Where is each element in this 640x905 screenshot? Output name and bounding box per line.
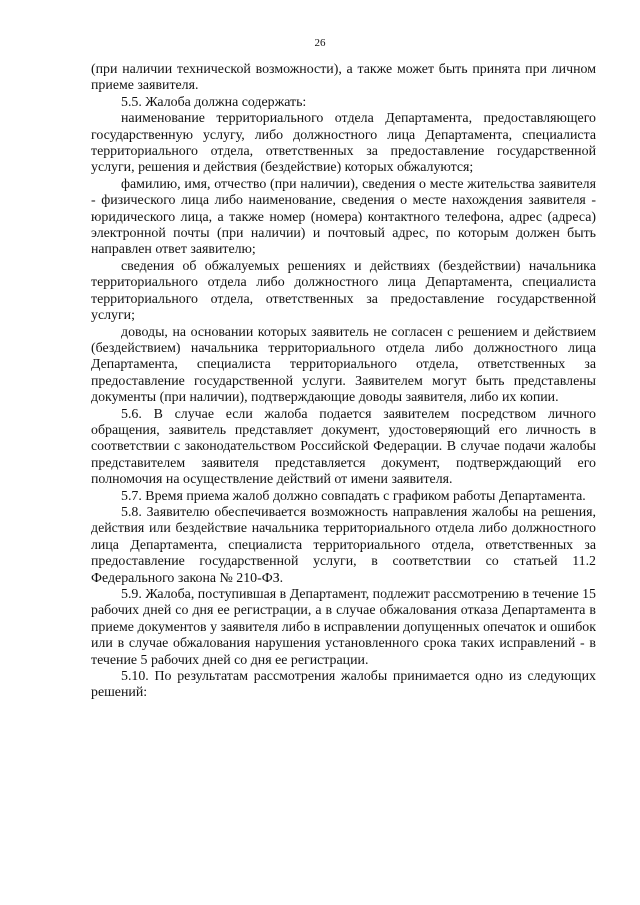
- paragraph-5-6: 5.6. В случае если жалоба подается заявителем посредством личного обращения, заявитель представляет документ, удостоверяющий его личность в соответствии с законодательством Российской Федерации. В случае подачи жалобы представителем заявителя представляется документ, подтверждающий его полномочия на осуществление действий от имени заявителя.: [91, 406, 596, 488]
- paragraph-item-arguments: доводы, на основании которых заявитель не согласен с решением и действием (бездействием) начальника территориального отдела либо должностного лица Департамента, специалиста территориального отдела, ответственных за предоставление государственной услуги. Заявителем могут быть представлены документы (при наличии), подтверждающие доводы заявителя, либо их копии.: [91, 324, 596, 406]
- paragraph-item-decisions: сведения об обжалуемых решениях и действиях (бездействии) начальника территориального отдела либо должностного лица Департамента, специалиста территориального отдела, ответственных за предоставление государственной услуги;: [91, 258, 596, 324]
- paragraph-continuation: (при наличии технической возможности), а также может быть принята при личном приеме заявителя.: [91, 62, 596, 94]
- paragraph-item-applicant: фамилию, имя, отчество (при наличии), сведения о месте жительства заявителя - физического лица либо наименование, сведения о месте нахождения заявителя - юридического лица, а также номер (номера) контактного телефона, адрес (адреса) электронной почты (при наличии) и почтовый адрес, по которым должен быть направлен ответ заявителю;: [91, 176, 596, 258]
- body-text: [91, 62, 596, 702]
- paragraph-5-5: 5.5. Жалоба должна содержать:: [121, 94, 307, 110]
- paragraph-5-7: 5.7. Время приема жалоб должно совпадать с графиком работы Департамента.: [121, 488, 586, 504]
- paragraph-5-9: 5.9. Жалоба, поступившая в Департамент, подлежит рассмотрению в течение 15 рабочих дней со дня ее регистрации, а в случае обжалования отказа Департамента в приеме документов у заявителя либо в исправлении допущенных опечаток и ошибок или в случае обжалования нарушения установленного срока таких исправлений - в течение 5 рабочих дней со дня ее регистрации.: [91, 587, 596, 668]
- paragraph-5-8: 5.8. Заявителю обеспечивается возможность направления жалобы на решения, действия или бездействие начальника территориального отдела либо должностного лица Департамента, специалиста территориального отдела, ответственных за предоставление государственной услуги, в соответствии со статьей 11.2 Федерального закона № 210-ФЗ.: [91, 504, 596, 586]
- paragraph-5-10: 5.10. По результатам рассмотрения жалобы принимается одно из следующих решений:: [91, 669, 596, 701]
- page-number: 26: [314, 37, 326, 49]
- paragraph-item-name: наименование территориального отдела Департамента, предоставляющего государственную услугу, либо должностного лица Департамента, специалиста территориального отдела, ответственных за предоставление государственной услуги, решения и действия (бездействие) которых обжалуются;: [91, 111, 596, 176]
